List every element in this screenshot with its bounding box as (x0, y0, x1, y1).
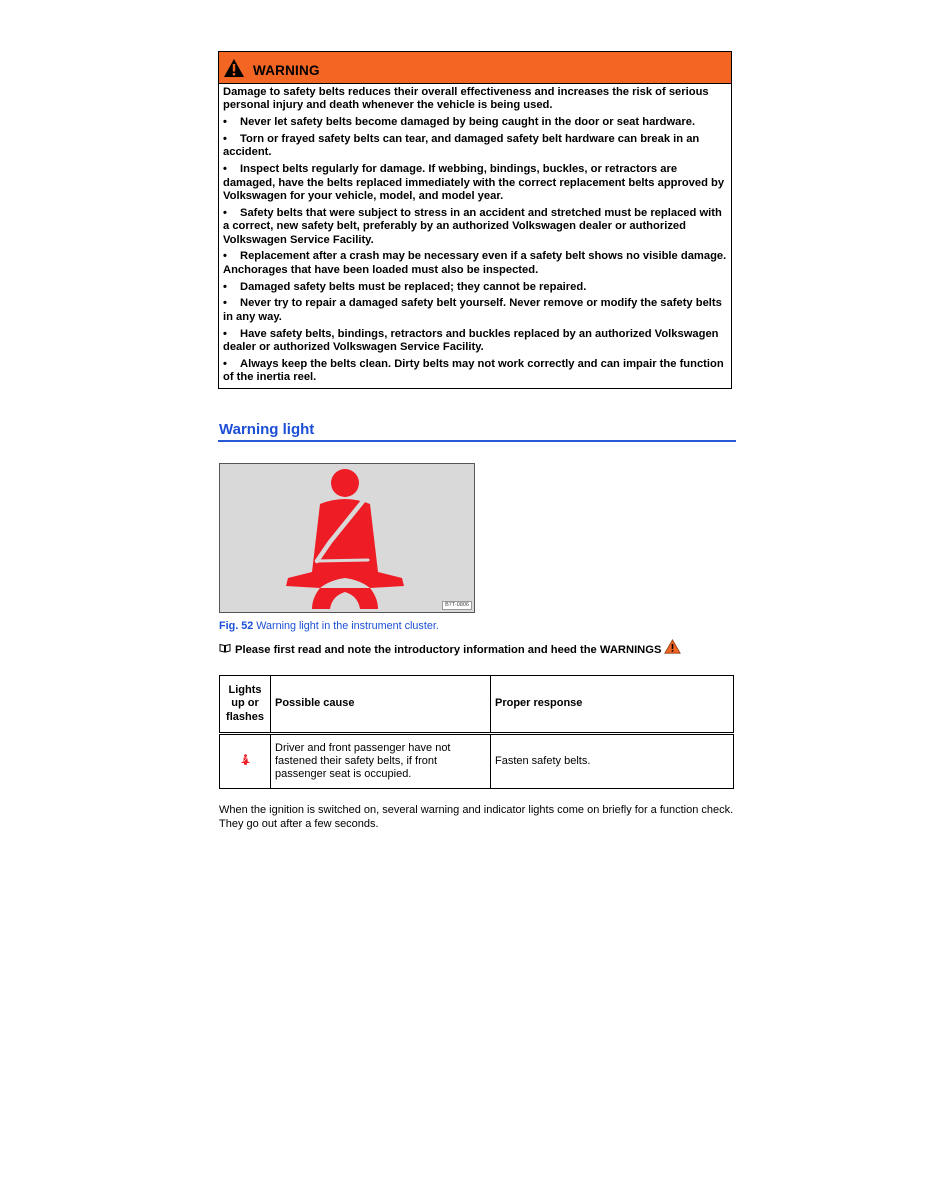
bullet: • (223, 297, 227, 310)
warning-light-table (219, 675, 734, 789)
figure-caption (219, 620, 439, 632)
bullet: • (223, 116, 227, 129)
book-icon (219, 643, 231, 656)
bullet: • (223, 280, 227, 293)
bullet: • (223, 133, 227, 145)
bullet: • (223, 357, 227, 370)
warning-intro: Damage to safety belts reduces their overall effectiveness and increases the risk of serious personal injury and death whenever the vehicle is being used. (223, 86, 709, 112)
column-header: Proper response (491, 676, 734, 734)
warning-item: • Have safety belts, bindings, retractors and buckles replaced by an authorized Volkswagen dealer or authorized Volkswagen Service Facility. (223, 327, 719, 354)
warning-body (219, 84, 731, 388)
table-cell-icon (220, 734, 271, 789)
warning-triangle-icon[interactable] (664, 639, 681, 657)
warning-item: • Replacement after a crash may be necessary even if a safety belt shows no visible damage. Anchorages that have been loaded must also be inspected. (223, 250, 727, 276)
table-cell-response: Fasten safety belts. (491, 734, 734, 789)
intro-line (219, 642, 681, 657)
table-cell-cause: Driver and front passenger have not fastened their safety belts, if front passenger seat is occupied. (271, 734, 491, 789)
section-divider (218, 440, 736, 442)
warning-title: WARNING (253, 62, 320, 78)
warning-triangle-icon (223, 58, 245, 78)
table-header-row (220, 676, 734, 734)
seatbelt-warning-icon (241, 754, 250, 765)
section-title: Warning light (219, 421, 315, 438)
warning-item: • Inspect belts regularly for damage. If webbing, bindings, buckles, or retractors are damaged, have the belts replaced immediately with the correct replacement belts approved by Volkswagen for your vehicle, model, and model year. (223, 163, 725, 203)
warning-item: • Torn or frayed safety belts can tear, and damaged safety belt hardware can break in an accident. (223, 133, 700, 159)
intro-text: Please first read and note the introductory information and heed the WARNINGS (235, 643, 662, 656)
bullet: • (223, 206, 227, 219)
bullet: • (223, 327, 227, 340)
warning-box (218, 51, 732, 389)
warning-item: • Never let safety belts become damaged by being caught in the door or seat hardware. (223, 116, 696, 129)
note-paragraph: When the ignition is switched on, several warning and indicator lights come on briefly for a function check. They go out after a few seconds. (219, 804, 734, 830)
figure-caption-text: Warning light in the instrument cluster. (253, 620, 439, 632)
warning-header (219, 52, 731, 84)
bullet: • (223, 163, 227, 176)
warning-item: • Safety belts that were subject to stress in an accident and stretched must be replaced with a correct, new safety belt, preferably by an authorized Volkswagen dealer or authorized Volkswagen Service Facility. (223, 206, 722, 246)
column-header: Lights up or flashes (220, 676, 271, 734)
warning-item: • Always keep the belts clean. Dirty belts may not work correctly and can impair the function of the inertia reel. (223, 357, 724, 384)
table-row (220, 734, 734, 789)
bullet: • (223, 250, 227, 263)
figure-warning-light (219, 463, 475, 613)
seatbelt-warning-icon (220, 464, 474, 612)
figure-code: B7T-0806 (442, 601, 472, 610)
warning-item: • Never try to repair a damaged safety belt yourself. Never remove or modify the safety belts in any way. (223, 297, 722, 323)
column-header: Possible cause (271, 676, 491, 734)
figure-number: Fig. 52 (219, 620, 254, 632)
warning-item: • Damaged safety belts must be replaced; they cannot be repaired. (223, 280, 587, 293)
